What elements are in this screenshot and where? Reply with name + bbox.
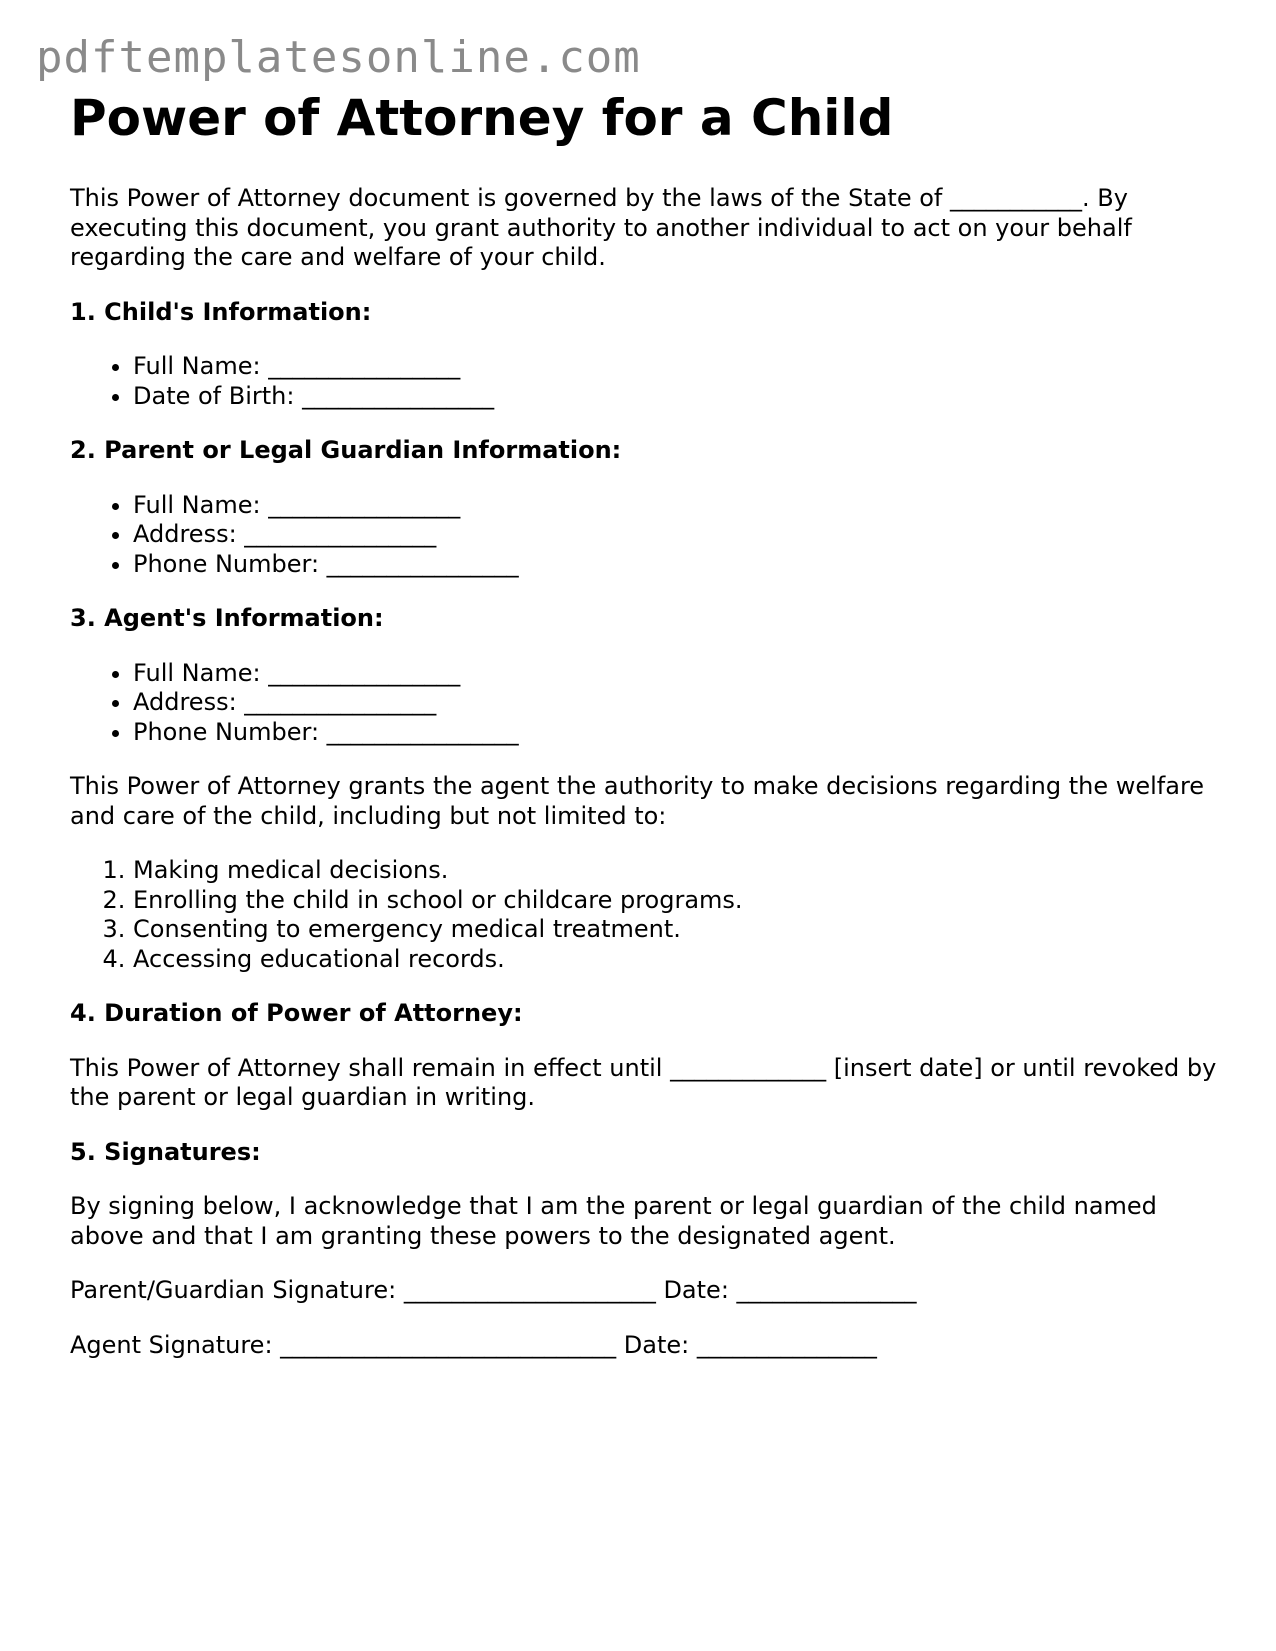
parent-info-list (70, 491, 1220, 580)
section-heading-signatures: 5. Signatures: (70, 1137, 261, 1166)
power-item: 3. Consenting to emergency medical treatment. (133, 915, 1220, 945)
section-heading-duration: 4. Duration of Power of Attorney: (70, 999, 523, 1027)
child-full-name-field: • Full Name: ________________ (133, 352, 1220, 382)
agent-full-name-field: • Full Name: ________________ (133, 659, 1220, 689)
power-item: 2. Enrolling the child in school or childcare programs. (133, 886, 1220, 916)
section-heading-parent: 2. Parent or Legal Guardian Information: (70, 436, 622, 464)
powers-list (70, 856, 1220, 974)
child-dob-field: • Date of Birth: ________________ (133, 382, 1220, 412)
agent-signature-line: Agent Signature: ____________________________ Date: _______________ (70, 1330, 877, 1359)
power-item: 1. Making medical decisions. (133, 856, 1220, 886)
section-heading-agent: 3. Agent's Information: (70, 604, 384, 632)
power-item: 4. Accessing educational records. (133, 945, 1220, 975)
duration-paragraph: This Power of Attorney shall remain in effect until _____________ [insert date] or until revoked by the parent or legal guardian in writing. (70, 1053, 1217, 1111)
acknowledgement-paragraph: By signing below, I acknowledge that I am the parent or legal guardian of the child named above and that I am granting these powers to the designated agent. (70, 1192, 1157, 1250)
parent-phone-field: • Phone Number: ________________ (133, 550, 1220, 580)
page-title: Power of Attorney for a Child (70, 89, 894, 147)
agent-info-list (70, 659, 1220, 748)
intro-paragraph: This Power of Attorney document is governed by the laws of the State of ___________. By executing this document, you grant authority to another individual to act on your behalf regarding the care and welfare of your child. (70, 184, 1132, 271)
grant-paragraph: This Power of Attorney grants the agent the authority to make decisions regarding the welfare and care of the child, including but not limited to: (70, 772, 1205, 830)
parent-address-field: • Address: ________________ (133, 520, 1220, 550)
parent-full-name-field: • Full Name: ________________ (133, 491, 1220, 521)
document-page (70, 88, 1220, 1360)
agent-address-field: • Address: ________________ (133, 688, 1220, 718)
agent-phone-field: • Phone Number: ________________ (133, 718, 1220, 748)
child-info-list (70, 352, 1220, 411)
watermark: pdftemplatesonline.com (36, 32, 641, 83)
section-heading-child: 1. Child's Information: (70, 297, 372, 326)
parent-signature-line: Parent/Guardian Signature: _____________________ Date: _______________ (70, 1276, 917, 1304)
